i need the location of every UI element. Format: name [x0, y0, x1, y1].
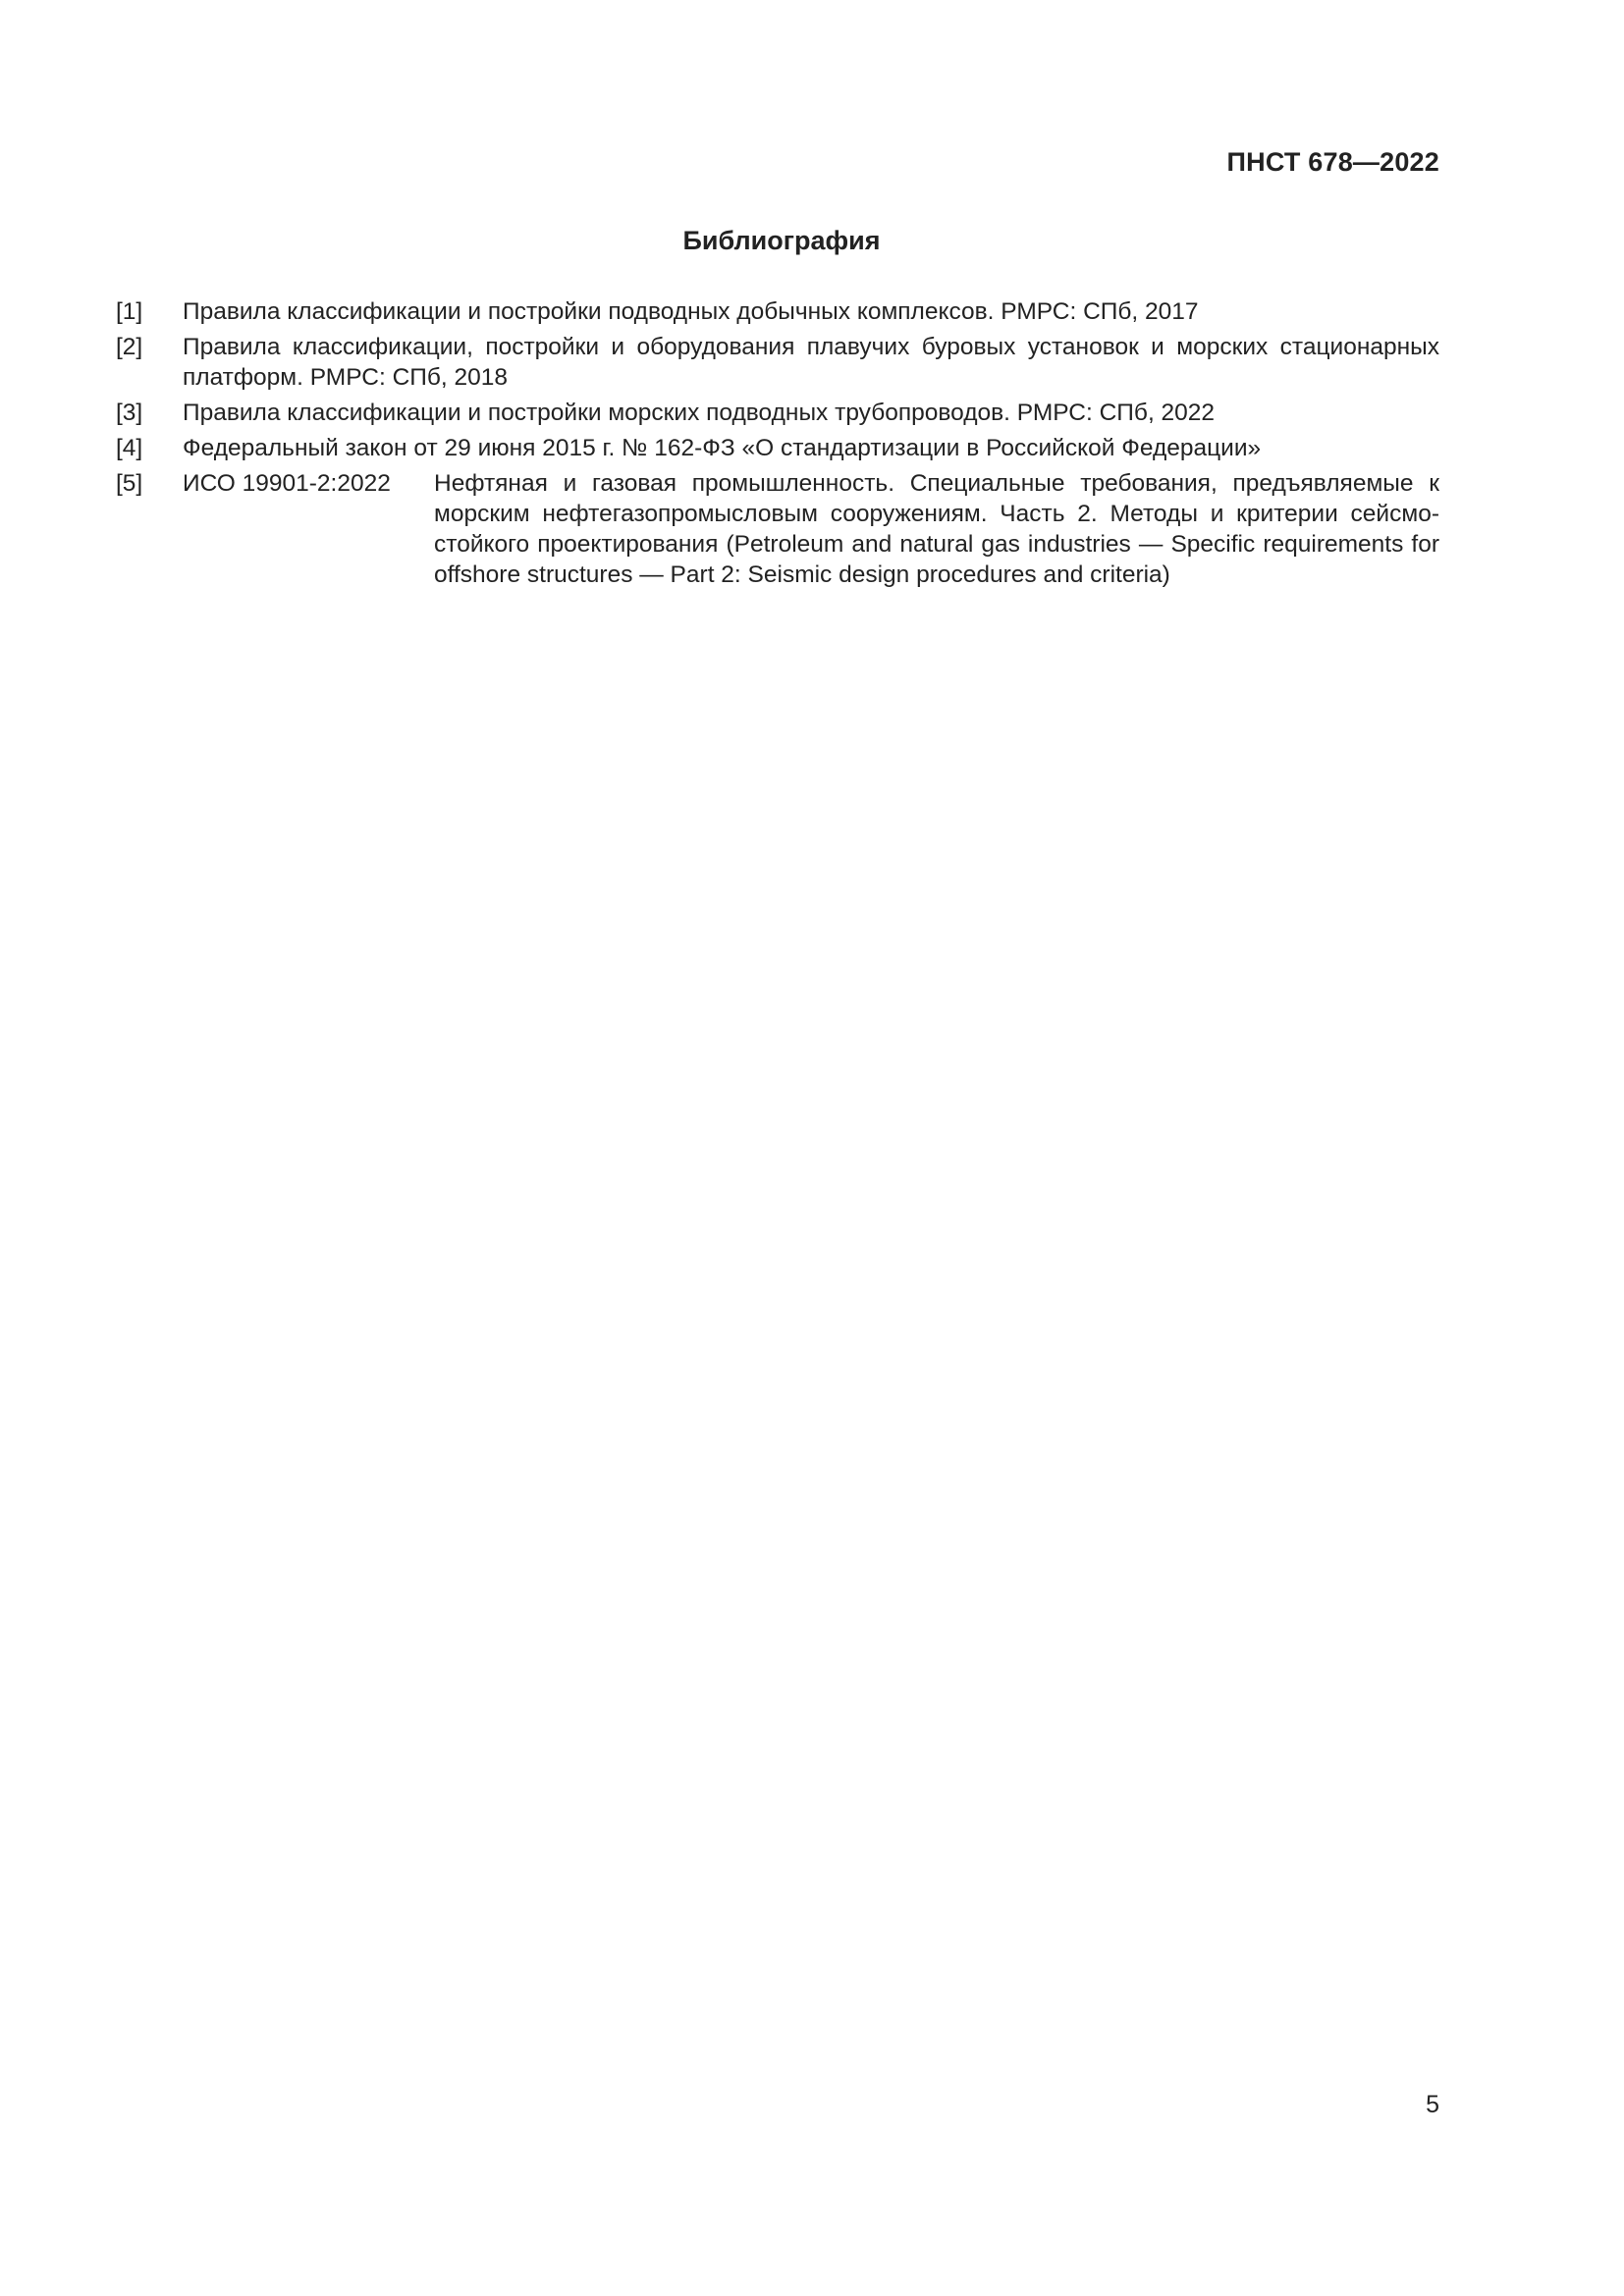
bibliography-entry	[116, 332, 1439, 393]
entry-text: Федеральный закон от 29 июня 2015 г. № 162-ФЗ «О стандартизации в Российской Федерации»	[183, 435, 1262, 461]
entry-text: Правила классификации, постройки и оборудования плавучих буровых установок и морских стационарных платформ. РМРС: СПб, 2018	[183, 334, 1439, 391]
entry-text: Нефтяная и газовая промышленность. Специальные требования, предъявляемые к морским нефтегазопромысловым сооружениям. Часть 2. Методы и критерии сейсмо-стойкого проектирования (Petroleum and natural gas industries — Specific requirements for offshore structures — Part 2: Seismic design procedures and criteria)	[434, 470, 1439, 588]
entry-number: [1]	[116, 298, 143, 325]
entry-number: [4]	[116, 435, 143, 461]
bibliography-title: Библиография	[682, 226, 881, 255]
entry-number: [2]	[116, 334, 143, 360]
bibliography-entry	[116, 398, 1439, 428]
entry-text: Правила классификации и постройки подводных добычных комплексов. РМРС: СПб, 2017	[183, 298, 1199, 325]
bibliography-entry	[116, 296, 1439, 327]
entry-number: [3]	[116, 400, 143, 426]
entry-text: Правила классификации и постройки морских подводных трубопроводов. РМРС: СПб, 2022	[183, 400, 1216, 426]
document-code: ПНСТ 678—2022	[1226, 147, 1439, 177]
standard-code: ИСО 19901-2:2022	[183, 470, 391, 497]
entry-number: [5]	[116, 470, 143, 497]
bibliography-entry	[116, 433, 1439, 463]
bibliography-list	[116, 296, 1439, 595]
page-number: 5	[1426, 2091, 1439, 2118]
bibliography-entry	[116, 468, 1439, 590]
